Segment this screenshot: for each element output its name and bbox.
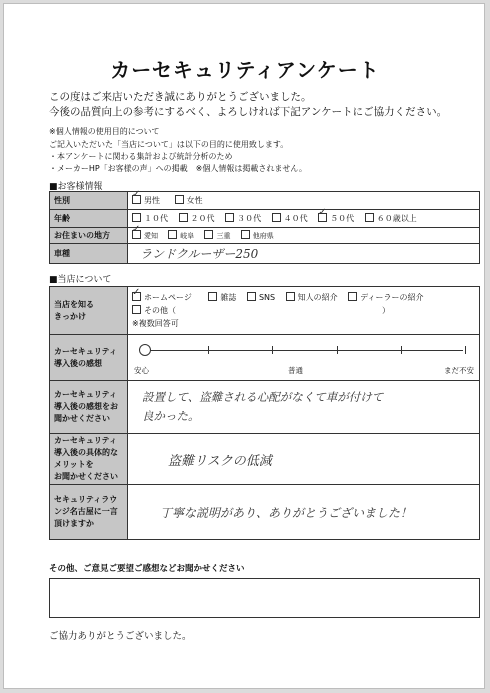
car-value: ランドクルーザー250 (140, 247, 259, 261)
age-option[interactable]: １０代 (132, 213, 168, 224)
area-option-selected[interactable]: ✓ 愛知 (132, 230, 158, 241)
checkbox[interactable] (132, 305, 141, 314)
survey-sheet (3, 3, 485, 689)
area-label: お住まいの地方 (50, 228, 128, 244)
customer-section-heading: ■お客様情報 (49, 182, 103, 192)
q1-option-magazine[interactable]: 雑誌 (208, 293, 236, 302)
checkbox[interactable] (132, 213, 141, 222)
q4-answer: 盗難リスクの低減 (168, 453, 272, 469)
privacy-line-3: ・メーカーHP「お客様の声」への掲載 ※個人情報は掲載されません。 (49, 164, 307, 173)
selected-mark-circle (139, 344, 151, 356)
gender-option-male[interactable]: ✓ 男性 (132, 195, 160, 206)
q5-answer: 丁寧な説明があり、ありがとうございました！ (160, 505, 413, 520)
gender-label: 性別 (50, 192, 128, 210)
checkbox[interactable] (208, 292, 217, 301)
scale-tick (337, 346, 338, 354)
store-section-heading: ■当店について (49, 275, 112, 285)
scale-label-uneasy: まだ不安 (444, 365, 474, 375)
checkbox[interactable] (225, 213, 234, 222)
car-label: 車種 (50, 244, 128, 264)
q3-answer-field[interactable] (128, 381, 480, 434)
checkbox[interactable] (272, 213, 281, 222)
q3-label: カーセキュリティ 導入後の感想をお 聞かせください (50, 381, 128, 434)
q2-label: カーセキュリティ 導入後の感想 (50, 335, 128, 381)
privacy-line-1: ご記入いただいた「当店について」は以下の目的に使用致します。 (49, 140, 289, 149)
age-option[interactable]: ３０代 (225, 213, 261, 224)
checkbox[interactable] (241, 230, 250, 239)
q4-answer-field[interactable] (128, 434, 480, 485)
checkbox[interactable] (179, 213, 188, 222)
scale-label-neutral: 普通 (288, 365, 303, 375)
thank-you-footer: ご協力ありがとうございました。 (49, 631, 192, 642)
privacy-heading: ※個人情報の使用目的について (49, 127, 160, 136)
satisfaction-scale[interactable] (132, 338, 475, 378)
scale-tick (272, 346, 273, 354)
survey-title: カーセキュリティアンケート (110, 58, 380, 82)
scale-tick (465, 346, 466, 354)
checkbox[interactable] (204, 230, 213, 239)
gender-option-female[interactable]: 女性 (175, 195, 203, 206)
q1-other-row: その他（ ） (132, 304, 475, 317)
q1-option-homepage[interactable]: ✓ホームページ (132, 293, 192, 302)
privacy-line-2: ・本アンケートに関わる集計および統計分析のため (49, 152, 233, 161)
checkbox[interactable] (247, 292, 256, 301)
store-survey-table (49, 286, 480, 540)
scale-tick (401, 346, 402, 354)
checkbox-checked[interactable] (132, 195, 141, 204)
q4-label: カーセキュリティ 導入後の具体的な メリットを お聞かせください (50, 434, 128, 485)
customer-info-table (49, 191, 480, 264)
area-options (128, 228, 480, 244)
q3-answer-line-2: 良かった。 (142, 409, 200, 423)
q5-answer-field[interactable] (128, 485, 480, 540)
intro-line-2: 今後の品質向上の参考にするべく、よろしければ下記アンケートにご協力ください。 (49, 106, 448, 118)
q1-label: 当店を知る きっかけ (50, 287, 128, 335)
age-option[interactable]: ２０代 (179, 213, 215, 224)
other-comments-field[interactable] (49, 578, 480, 618)
q5-label: セキュリティラウ ンジ名古屋に一言 頂けますか (50, 485, 128, 540)
age-options (128, 210, 480, 228)
q3-answer-line-1: 設置して、盗難される心配がなくて車が付けて (142, 390, 384, 404)
checkbox-checked[interactable] (318, 213, 327, 222)
q1-note: ※複数回答可 (132, 319, 179, 328)
checkbox[interactable] (365, 213, 374, 222)
car-field[interactable] (128, 244, 480, 264)
checkbox[interactable] (286, 292, 295, 301)
age-label: 年齢 (50, 210, 128, 228)
other-comments-heading: その他、ご意見ご要望ご感想などお聞かせください (49, 564, 245, 574)
q1-options (128, 287, 480, 335)
scale-tick (208, 346, 209, 354)
area-option[interactable]: 三重 (204, 230, 230, 241)
checkbox[interactable] (348, 292, 357, 301)
gender-options (128, 192, 480, 210)
checkbox-checked[interactable] (132, 230, 141, 239)
q2-scale-cell (128, 335, 480, 381)
q1-option-friend[interactable]: 知人の紹介 (286, 293, 338, 302)
checkbox[interactable] (168, 230, 177, 239)
scale-label-relieved: 安心 (134, 365, 149, 375)
q1-option-dealer[interactable]: ディーラーの紹介 (348, 293, 423, 302)
age-option[interactable]: ４０代 (272, 213, 308, 224)
intro-line-1: この度はご来店いただき誠にありがとうございました。 (49, 91, 312, 103)
area-option[interactable]: 岐阜 (168, 230, 194, 241)
checkbox[interactable] (175, 195, 184, 204)
area-option[interactable]: 他府県 (241, 230, 274, 241)
age-option[interactable]: ６０歳以上 (365, 213, 417, 224)
age-option-selected[interactable]: ✓ ５０代 (318, 213, 354, 224)
q1-option-sns[interactable]: SNS (247, 293, 275, 302)
checkbox-checked[interactable] (132, 292, 141, 301)
